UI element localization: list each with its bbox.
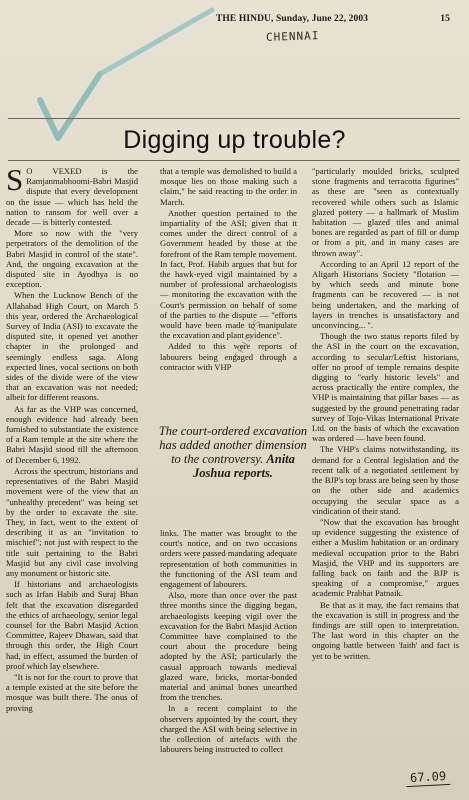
article-paragraph: "Now that the excavation has brought up evidence suggesting the existence of either a Muslim habitation or an ordinary medieval occupation prior to the Babri Masjid, the VHP and its supporters are falling back on faith and the BJP is speaking of a compromise," argues academic Prabhat Patnaik. xyxy=(312,516,459,599)
article-paragraph: As far as the VHP was concerned, enough evidence had already been furnished to substantiate the existence of a Ram temple at the site where the Babri Masjid stood till the afternoon of December 6, 1992. xyxy=(6,403,138,465)
pull-quote-text: The court-ordered excavation has added another dimension to the controversy. xyxy=(158,424,308,466)
article-paragraph: Another question pertained to the impartiality of the ASI; given that it comes under the direct control of a Government headed by those at the forefront of the Ram temple movement. In fact, Prof. Habib argues that but for the hawk-eyed vigil maintained by a number of professional archaeologists — monitoring the excavation with the Court's permission on behalf of some of the parties to the dispute — "efforts would have been made to manipulate the excavation and plant evidence". xyxy=(160,207,297,341)
article-paragraph: "particularly moulded bricks, sculpted stone fragments and terracotta figurines" as these are "seen as contextually recovered while others such as Islamic glazed pottery — a hallmark of Muslim habitation — glazed tiles and animal bones are regarded as part of fill or dump or from a pit, and in many cases are thrown away". xyxy=(312,166,459,258)
masthead-text: THE HINDU, Sunday, June 22, 2003 xyxy=(216,14,369,24)
article-paragraph: The VHP's claims notwithstanding, its demand for a Central legislation and the recent talk of a negotiated settlement by the BJP's top brass are being seen by those on the other side and academics occupying the secular space as a vindication of their stand. xyxy=(312,444,459,516)
headline-bottom-rule xyxy=(8,160,460,161)
article-paragraph: When the Lucknow Bench of the Allahabad High Court, on March 5 this year, ordered the Archaeological Survey of India (ASI) to excavate the disputed site, it opened yet another chapter in the prolonged and seemingly endless saga. Along expected lines, vocal sections on both sides of the divide were of the view that an excavation was not needed; albeit for different reasons. xyxy=(6,290,138,403)
handwritten-city-note: CHENNAI xyxy=(265,29,320,44)
article-paragraph: links. The matter was brought to the court's notice, and on two occasions orders were passed mandating adequate representation of both communities in the functioning of the ASI team and engagement of labourers. xyxy=(160,528,297,590)
article-paragraph: S O VEXED is the Ramjanmabhoomi-Babri Masjid dispute that every development on the issue — which has held the nation to ransom for well over a decade — is bitterly contested. xyxy=(6,162,138,228)
article-paragraph: Added to this were reports of labourers being engaged through a contractor with VHP xyxy=(160,341,297,372)
pull-quote xyxy=(156,424,310,480)
article-paragraph: More so now with the "very perpetrators of the demolition of the Babri Masjid in control of the state". And, the ongoing excavation at the disputed site in Ayodhya is no exception. xyxy=(6,228,138,290)
handwritten-reference-number: 67.09 xyxy=(409,769,447,785)
article-paragraph: Though the two status reports filed by the ASI in the court on the excavation, according to secular/Leftist historians, offer no proof of temple remains despite digging to "early historic levels" and across practically the entire complex, the VHP is maintaining that pillar bases — as suggested by the ground penetrating radar survey of Tojo-Vikas International Private Ltd. on the basis of which the excavation was ordered — have been found. xyxy=(312,331,459,444)
article-paragraph: Also, more than once over the past three months since the digging began, archaeologists keeping vigil over the excavation for the Babri Masjid Action Committee have complained to the court about the procedure being adopted by the ASI; particularly the casual approach towards medieval glazed ware, bricks, mortar-bonded material and animal bones unearthed from the trenches. xyxy=(160,590,297,703)
masthead xyxy=(216,14,456,24)
article-column-3 xyxy=(312,166,459,662)
article-paragraph: If historians and archaeologists such as Irfan Habib and Suraj Bhan felt that the excavation disregarded the ethics of archaeology, senior legal counsel for the Babri Masjid Action Committee, Rajeev Dhawan, said that through this order, the High Court had, in effect, assumed the burden of proof which lay elsewhere. xyxy=(6,579,138,671)
pull-quote-byline: Anita Joshua reports. xyxy=(193,452,295,480)
page-number: 15 xyxy=(440,14,450,24)
article-column-1 xyxy=(6,162,138,714)
article-paragraph: "It is not for the court to prove that a temple existed at the site before the mosque was built there. The onus of proving xyxy=(6,671,138,713)
article-paragraph: According to an April 12 report of the Aligarh Historians Society "flotation — by which seeds and minute bone fragments can be recovered — is not being undertaken, and the marking of layers in trenches is unsatisfactory and unconvincing... ". xyxy=(312,258,459,331)
article-paragraph: that a temple was demolished to build a mosque lies on those making such a claim," he said reacting to the order in March. xyxy=(160,166,297,207)
faint-stamp: THIS IS xyxy=(232,316,264,361)
article-column-2-bottom xyxy=(160,528,297,755)
article-column-2-top xyxy=(160,166,297,373)
article-paragraph: In a recent complaint to the observers appointed by the court, they charged the ASI with being selective in the collection of artefacts with the labourers being instructed to collect xyxy=(160,703,297,755)
article-paragraph: Be that as it may, the fact remains that the excavation is still in progress and the findings are still open to interpretation. The last word in this chapter on the ongoing battle between 'faith' and fact is yet to be written. xyxy=(312,599,459,661)
drop-cap: S xyxy=(6,162,24,197)
headline: Digging up trouble? xyxy=(123,126,346,154)
article-paragraph: Across the spectrum, historians and representatives of the Babri Masjid movement were of the view that an "unhealthy precedent" was being set by the order to excavate the site. They, in fact, went to the extent of describing it as an "invitation to mischief"; not just with respect to the title suit pertaining to the Babri Masjid but any civil case involving any monument or historic site. xyxy=(6,465,138,578)
headline-top-rule xyxy=(8,118,460,119)
